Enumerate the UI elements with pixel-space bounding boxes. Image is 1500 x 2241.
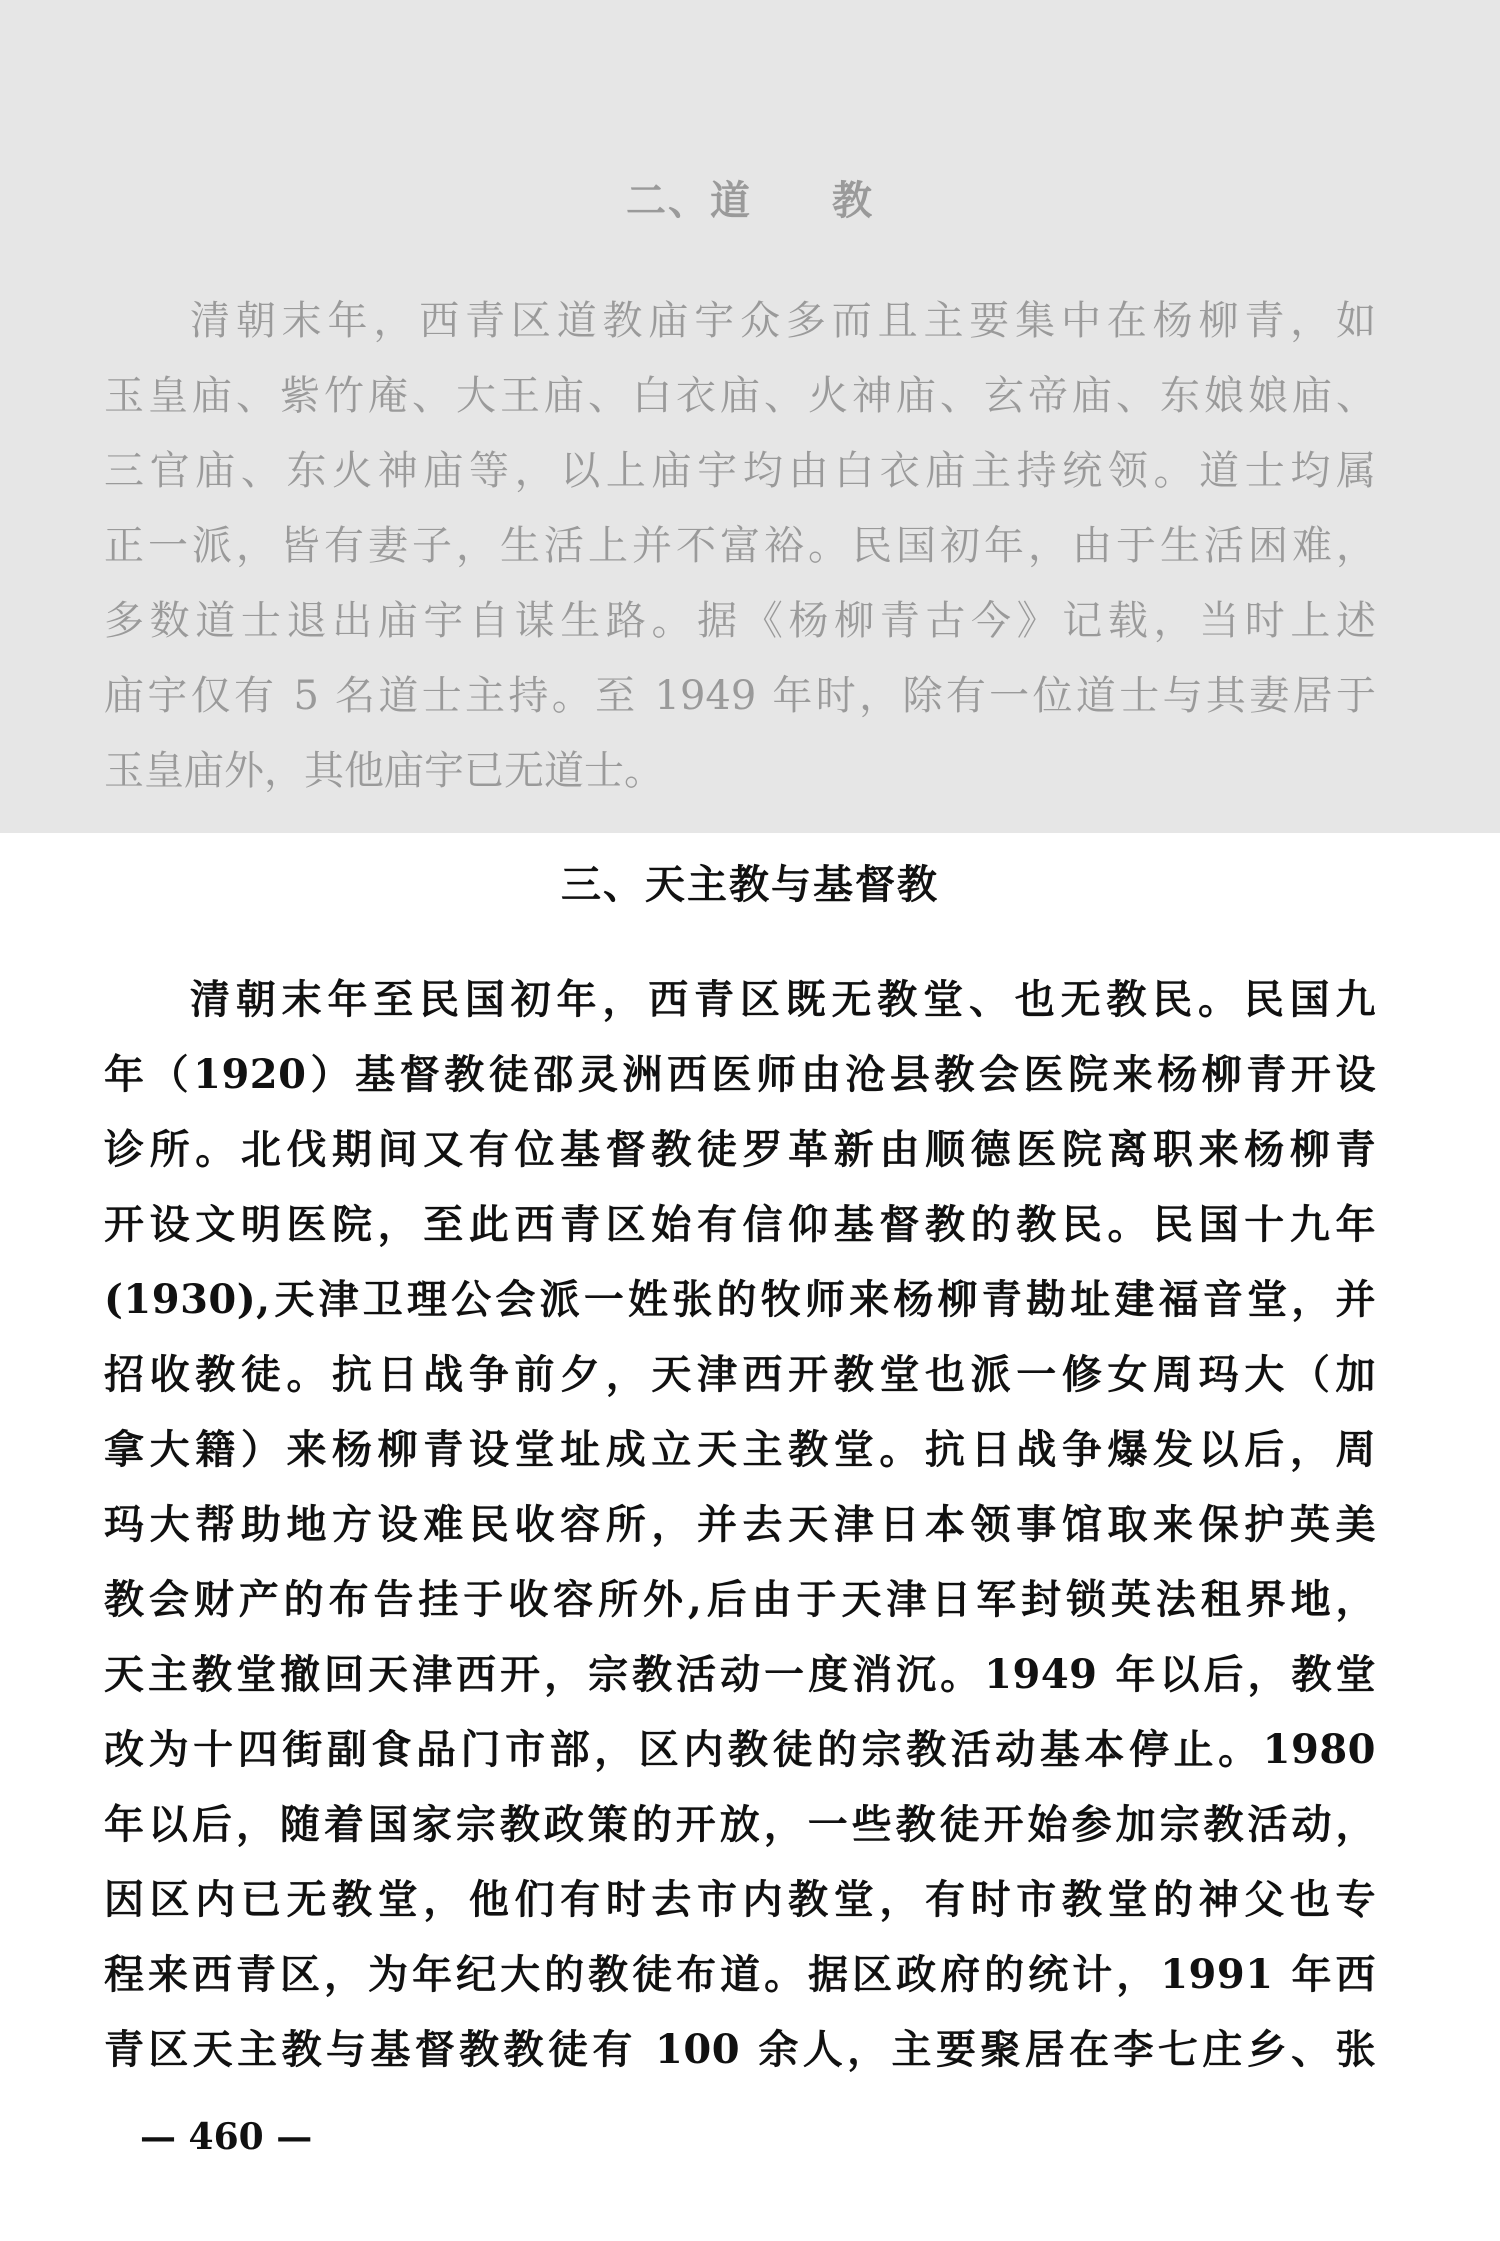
text-line: 拿大籍）来杨柳青设堂址成立天主教堂。抗日战争爆发以后，周 bbox=[104, 1426, 1376, 1473]
section-heading-christianity: 三、天主教与基督教 bbox=[561, 861, 939, 908]
paragraph-christianity bbox=[104, 962, 1376, 2087]
faded-previous-section bbox=[0, 0, 1500, 833]
text-line: 正一派，皆有妻子，生活上并不富裕。民国初年，由于生活困难， bbox=[104, 523, 1376, 569]
text-line: 天主教堂撤回天津西开，宗教活动一度消沉。1949 年以后，教堂 bbox=[104, 1651, 1376, 1698]
text-line: 诊所。北伐期间又有位基督教徒罗革新由顺德医院离职来杨柳青 bbox=[104, 1126, 1376, 1173]
text-line: 玛大帮助地方设难民收容所，并去天津日本领事馆取来保护英美 bbox=[104, 1501, 1376, 1548]
heading-taoism-suffix: 教 bbox=[832, 177, 874, 224]
text-line: 庙宇仅有 5 名道士主持。至 1949 年时，除有一位道士与其妻居于 bbox=[104, 673, 1376, 719]
page-number: — 460 — bbox=[140, 2116, 313, 2158]
text-line: 清朝末年，西青区道教庙宇众多而且主要集中在杨柳青，如 bbox=[190, 298, 1376, 344]
paragraph-taoism bbox=[104, 284, 1376, 809]
text-line: 多数道士退出庙宇自谋生路。据《杨柳青古今》记载，当时上述 bbox=[104, 598, 1376, 644]
text-line: 清朝末年至民国初年，西青区既无教堂、也无教民。民国九 bbox=[190, 976, 1376, 1023]
text-line: 程来西青区，为年纪大的教徒布道。据区政府的统计，1991 年西 bbox=[104, 1951, 1376, 1998]
text-line: 年以后，随着国家宗教政策的开放，一些教徒开始参加宗教活动， bbox=[104, 1801, 1376, 1848]
text-line: 玉皇庙、紫竹庵、大王庙、白衣庙、火神庙、玄帝庙、东娘娘庙、 bbox=[104, 373, 1376, 419]
text-line: (1930),天津卫理公会派一姓张的牧师来杨柳青勘址建福音堂，并 bbox=[104, 1276, 1376, 1323]
section-heading-taoism bbox=[0, 176, 1500, 226]
text-line: 青区天主教与基督教教徒有 100 余人，主要聚居在李七庄乡、张 bbox=[104, 2026, 1376, 2073]
text-line: 年（1920）基督教徒邵灵洲西医师由沧县教会医院来杨柳青开设 bbox=[104, 1051, 1376, 1098]
text-line: 教会财产的布告挂于收容所外,后由于天津日军封锁英法租界地， bbox=[104, 1576, 1376, 1623]
text-line: 因区内已无教堂，他们有时去市内教堂，有时市教堂的神父也专 bbox=[104, 1876, 1376, 1923]
text-line: 招收教徒。抗日战争前夕，天津西开教堂也派一修女周玛大（加 bbox=[104, 1351, 1376, 1398]
text-line: 玉皇庙外，其他庙宇已无道士。 bbox=[104, 748, 664, 794]
text-line: 开设文明医院，至此西青区始有信仰基督教的教民。民国十九年 bbox=[104, 1201, 1376, 1248]
text-line: 改为十四街副食品门市部，区内教徒的宗教活动基本停止。1980 bbox=[104, 1726, 1376, 1773]
text-line: 三官庙、东火神庙等，以上庙宇均由白衣庙主持统领。道士均属 bbox=[104, 448, 1376, 494]
heading-taoism-prefix: 二、道 bbox=[626, 177, 752, 224]
